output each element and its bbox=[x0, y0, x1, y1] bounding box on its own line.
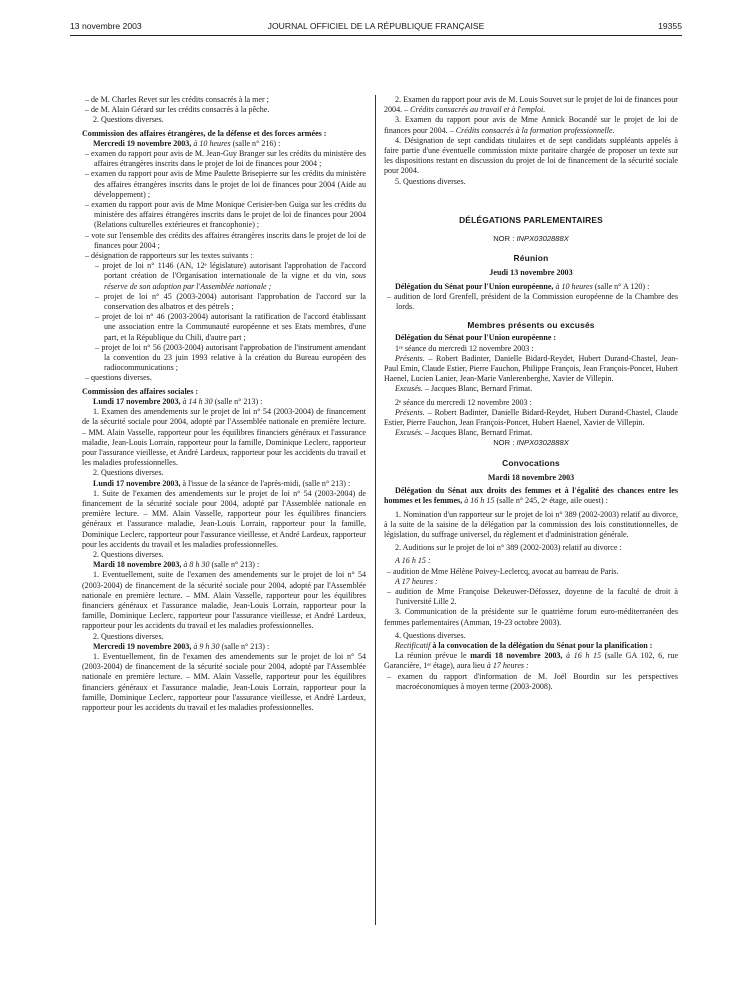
paragraph: – de M. Charles Revet sur les crédits consacrés à la mer ; bbox=[85, 95, 269, 104]
paragraph: 3. Communication de la présidente sur le quatrième forum euro-méditerranéen des femmes parlementaires (Amman, 19-23 octobre 2003). bbox=[384, 607, 678, 627]
paragraph: 2. Questions diverses. bbox=[93, 468, 164, 478]
attendance-excused: Excusés. – Jacques Blanc, Bernard Frimat. bbox=[395, 428, 533, 438]
rectificatif-heading: Rectificatif à la convocation de la délégation du Sénat pour la planification : bbox=[395, 640, 653, 650]
paragraph: – projet de loi n° 46 (2003-2004) autorisant la ratification de l'accord établissant une association entre la Communauté européenne et ses Etats membres, d'une part, et la République du Chili, d'autre part ; bbox=[95, 312, 366, 342]
paragraph: 1. Nomination d'un rapporteur sur le projet de loi n° 389 (2002-2003) relatif au divorce, à la suite de la saisine de la délégation par la commission des lois constitutionnelles, de législation, du suffrage universel, du règlement et d'administration générale. bbox=[384, 509, 678, 539]
paragraph: – projet de loi n° 45 (2003-2004) autorisant l'approbation de l'accord sur la conservation des albatros et des pétrels ; bbox=[95, 291, 366, 312]
header-journal-title: JOURNAL OFFICIEL DE LA RÉPUBLIQUE FRANÇAISE bbox=[267, 21, 485, 31]
paragraph: 1. Eventuellement, suite de l'examen des amendements sur le projet de loi n° 54 (2003-2004) de financement de la sécurité sociale pour 2004, adopté par l'Assemblée nationale en première lecture. – MM. Alain Vasselle, rapporteur pour les équilibres financiers généraux et l'assurance maladie, Jean-Louis Lorrain, rapporteur pour la famille, Dominique Leclerc, rapporteur pour l'assurance vieillesse, et André Lardeux, rapporteur pour les accidents du travail et les maladies professionnelles. bbox=[82, 570, 366, 631]
date-heading: Mardi 18 novembre 2003 bbox=[487, 472, 575, 482]
meeting-line: Mardi 18 novembre 2003, à 8 h 30 (salle n° 213) : bbox=[93, 560, 260, 570]
session-line: 2ᵉ séance du mercredi 12 novembre 2003 : bbox=[395, 397, 532, 407]
paragraph: – vote sur l'ensemble des crédits des affaires étrangères inscrits dans le projet de loi de finances pour 2004 ; bbox=[85, 230, 366, 250]
attendance-present: Présents. – Robert Badinter, Danielle Bidard-Reydet, Hubert Durand-Chastel, Jean-Paul Emin, Claude Estier, Pierre Fauchon, Philippe François, Jean François-Poncet, Hubert Haenel, Lucien Lanier, Jean-Marie Vanlerenberghe, Xavier de Villepin. bbox=[384, 353, 678, 384]
paragraph: 2. Questions diverses. bbox=[93, 115, 164, 125]
paragraph: – questions diverses. bbox=[85, 373, 152, 383]
paragraph: 5. Questions diverses. bbox=[395, 176, 466, 186]
page-header bbox=[70, 21, 682, 35]
meeting-line: Délégation du Sénat aux droits des femmes et à l'égalité des chances entre les hommes et les femmes, à 16 h 15 (salle n° 245, 2ᵉ étage, aile ouest) : bbox=[384, 486, 678, 506]
header-rule bbox=[70, 35, 682, 36]
time-label: A 16 h 15 : bbox=[395, 556, 431, 566]
session-line: 1ʳᵉ séance du mercredi 12 novembre 2003 : bbox=[395, 343, 534, 353]
paragraph: – examen du rapport pour avis de M. Jean-Guy Branger sur les crédits du ministère des affaires étrangères inscrits dans le projet de loi de finances pour 2004 ; bbox=[85, 149, 366, 169]
paragraph: 1. Suite de l'examen des amendements sur le projet de loi n° 54 (2003-2004) de financement de la sécurité sociale pour 2004, adopté par l'Assemblée nationale en première lecture. – MM. Alain Vasselle, rapporteur pour les équilibres financiers généraux et l'assurance maladie, Jean-Louis Lorrain, rapporteur pour la famille, Dominique Leclerc, rapporteur pour l'assurance vieillesse, et André Lardeux, rapporteur pour les accidents du travail et les maladies professionnelles. bbox=[82, 488, 366, 549]
section-title-delegations: DÉLÉGATIONS PARLEMENTAIRES bbox=[459, 214, 603, 225]
meeting-line: Mercredi 19 novembre 2003, à 9 h 30 (salle n° 213) : bbox=[93, 641, 270, 651]
paragraph: – audition de Mme Hélène Poivey-Leclercq, avocat au barreau de Paris. bbox=[387, 566, 619, 576]
subsection-title-reunion: Réunion bbox=[513, 253, 549, 264]
meeting-line: Délégation du Sénat pour l'Union européenne, à 10 heures (salle n° A 120) : bbox=[395, 281, 650, 291]
header-date: 13 novembre 2003 bbox=[70, 21, 142, 31]
paragraph: – projet de loi n° 1146 (AN, 12ᵉ législature) autorisant l'approbation de l'accord portant création de l'Organisation internationale de la vigne et du vin, sous réserve de son adoption par l'Assemblée nationale ; bbox=[95, 261, 366, 291]
paragraph: 2. Examen du rapport pour avis de M. Louis Souvet sur le projet de loi de finances pour 2004. – Crédits consacrés au travail et à l'emploi. bbox=[384, 95, 678, 115]
paragraph: – désignation de rapporteurs sur les textes suivants : bbox=[85, 251, 253, 261]
paragraph: – examen du rapport pour avis de Mme Monique Cerisier-ben Guiga sur les crédits du ministère des affaires étrangères inscrits dans le projet de loi de finances pour 2004 (Relations culturelles extérieures et francophonie) ; bbox=[85, 200, 366, 230]
attendance-excused: Excusés. – Jacques Blanc, Bernard Frimat. bbox=[395, 384, 533, 394]
time-label: A 17 heures : bbox=[395, 576, 438, 586]
paragraph: 2. Questions diverses. bbox=[93, 549, 164, 559]
paragraph: 2. Questions diverses. bbox=[93, 631, 164, 641]
meeting-line: Lundi 17 novembre 2003, à 14 h 30 (salle n° 213) : bbox=[93, 396, 263, 406]
paragraph: 2. Auditions sur le projet de loi n° 389 (2002-2003) relatif au divorce : bbox=[395, 543, 622, 553]
subsection-title-convocations: Convocations bbox=[502, 457, 560, 468]
paragraph: – audition de Mme Françoise Dekeuwer-Défossez, doyenne de la faculté de droit à l'université Lille 2. bbox=[387, 586, 678, 607]
paragraph: – projet de loi n° 56 (2003-2004) autorisant l'approbation de l'instrument amendant la convention du 23 juin 1993 relative à la création du Bureau européen des radiocommunications ; bbox=[95, 342, 366, 373]
paragraph: – audition de lord Grenfell, président de la Commission européenne de la Chambre des lords. bbox=[387, 291, 678, 312]
right-column bbox=[384, 95, 678, 692]
meeting-line: Lundi 17 novembre 2003, à l'issue de la séance de l'après-midi, (salle n° 213) : bbox=[93, 478, 351, 488]
paragraph: 1. Eventuellement, fin de l'examen des amendements sur le projet de loi n° 54 (2003-2004) de financement de la sécurité sociale pour 2004, adopté par l'Assemblée nationale en première lecture. – MM. Alain Vasselle, rapporteur pour les équilibres financiers généraux et l'assurance maladie, Jean-Louis Lorrain, rapporteur pour la famille, Dominique Leclerc, rapporteur pour l'assurance vieillesse, et André Lardeux, rapporteur pour les accidents du travail et les maladies professionnelles. bbox=[82, 651, 366, 712]
meeting-line: Mercredi 19 novembre 2003, à 10 heures (salle n° 216) : bbox=[93, 138, 281, 148]
paragraph: – examen du rapport d'information de M. Joël Bourdin sur les perspectives macroéconomiques à moyen terme (2003-2008). bbox=[387, 671, 678, 691]
commission-heading: Commission des affaires étrangères, de la défense et des forces armées : bbox=[82, 128, 327, 138]
paragraph: 4. Désignation de sept candidats titulaires et de sept candidats suppléants appelés à faire partie d'une éventuelle commission mixte paritaire chargée de proposer un texte sur les dispositions restant en discussion du projet de loi de financement de la sécurité sociale pour 2004. bbox=[384, 135, 678, 176]
column-divider bbox=[375, 95, 376, 925]
nor-reference: NOR : INPX0302888X bbox=[493, 234, 569, 244]
left-column bbox=[82, 95, 366, 713]
commission-heading: Commission des affaires sociales : bbox=[82, 386, 199, 396]
header-page-number: 19355 bbox=[658, 21, 682, 31]
paragraph: 1. Examen des amendements sur le projet de loi n° 54 (2003-2004) de financement de la sécurité sociale pour 2004, adopté par l'Assemblée nationale en première lecture. – MM. Alain Vasselle, rapporteur pour les équilibres financiers généraux et l'assurance maladie, Jean-Louis Lorrain, rapporteur pour la famille, Dominique Leclerc, rapporteur pour l'assurance vieillesse, et André Lardeux, rapporteur pour les accidents du travail et les maladies professionnelles. bbox=[82, 407, 366, 468]
paragraph: 4. Questions diverses. bbox=[395, 630, 466, 640]
paragraph: – examen du rapport pour avis de Mme Paulette Brisepierre sur les crédits du ministère des affaires étrangères inscrits dans le projet de loi de finances pour 2004 (Aide au développement) ; bbox=[85, 169, 366, 199]
nor-reference: NOR : INPX0302888X bbox=[493, 438, 569, 448]
subsection-title-membres: Membres présents ou excusés bbox=[467, 320, 595, 331]
paragraph: – de M. Alain Gérard sur les crédits consacrés à la pêche. bbox=[85, 105, 270, 115]
attendance-present: Présents. – Robert Badinter, Danielle Bidard-Reydet, Hubert Durand-Chastel, Claude Estier, Pierre Fauchon, Jean François-Poncet, Hubert Haenel, Xavier de Villepin. bbox=[384, 407, 678, 428]
paragraph: 3. Examen du rapport pour avis de Mme Annick Bocandé sur le projet de loi de finances pour 2004. – Crédits consacrés à la formation professionnelle. bbox=[384, 115, 678, 135]
paragraph: La réunion prévue le mardi 18 novembre 2003, à 16 h 15 (salle GA 102, 6, rue Garancière, 1ᵉʳ étage), aura lieu à 17 heures : bbox=[384, 651, 679, 671]
delegation-heading: Délégation du Sénat pour l'Union européenne : bbox=[395, 333, 557, 343]
date-heading: Jeudi 13 novembre 2003 bbox=[489, 268, 573, 278]
